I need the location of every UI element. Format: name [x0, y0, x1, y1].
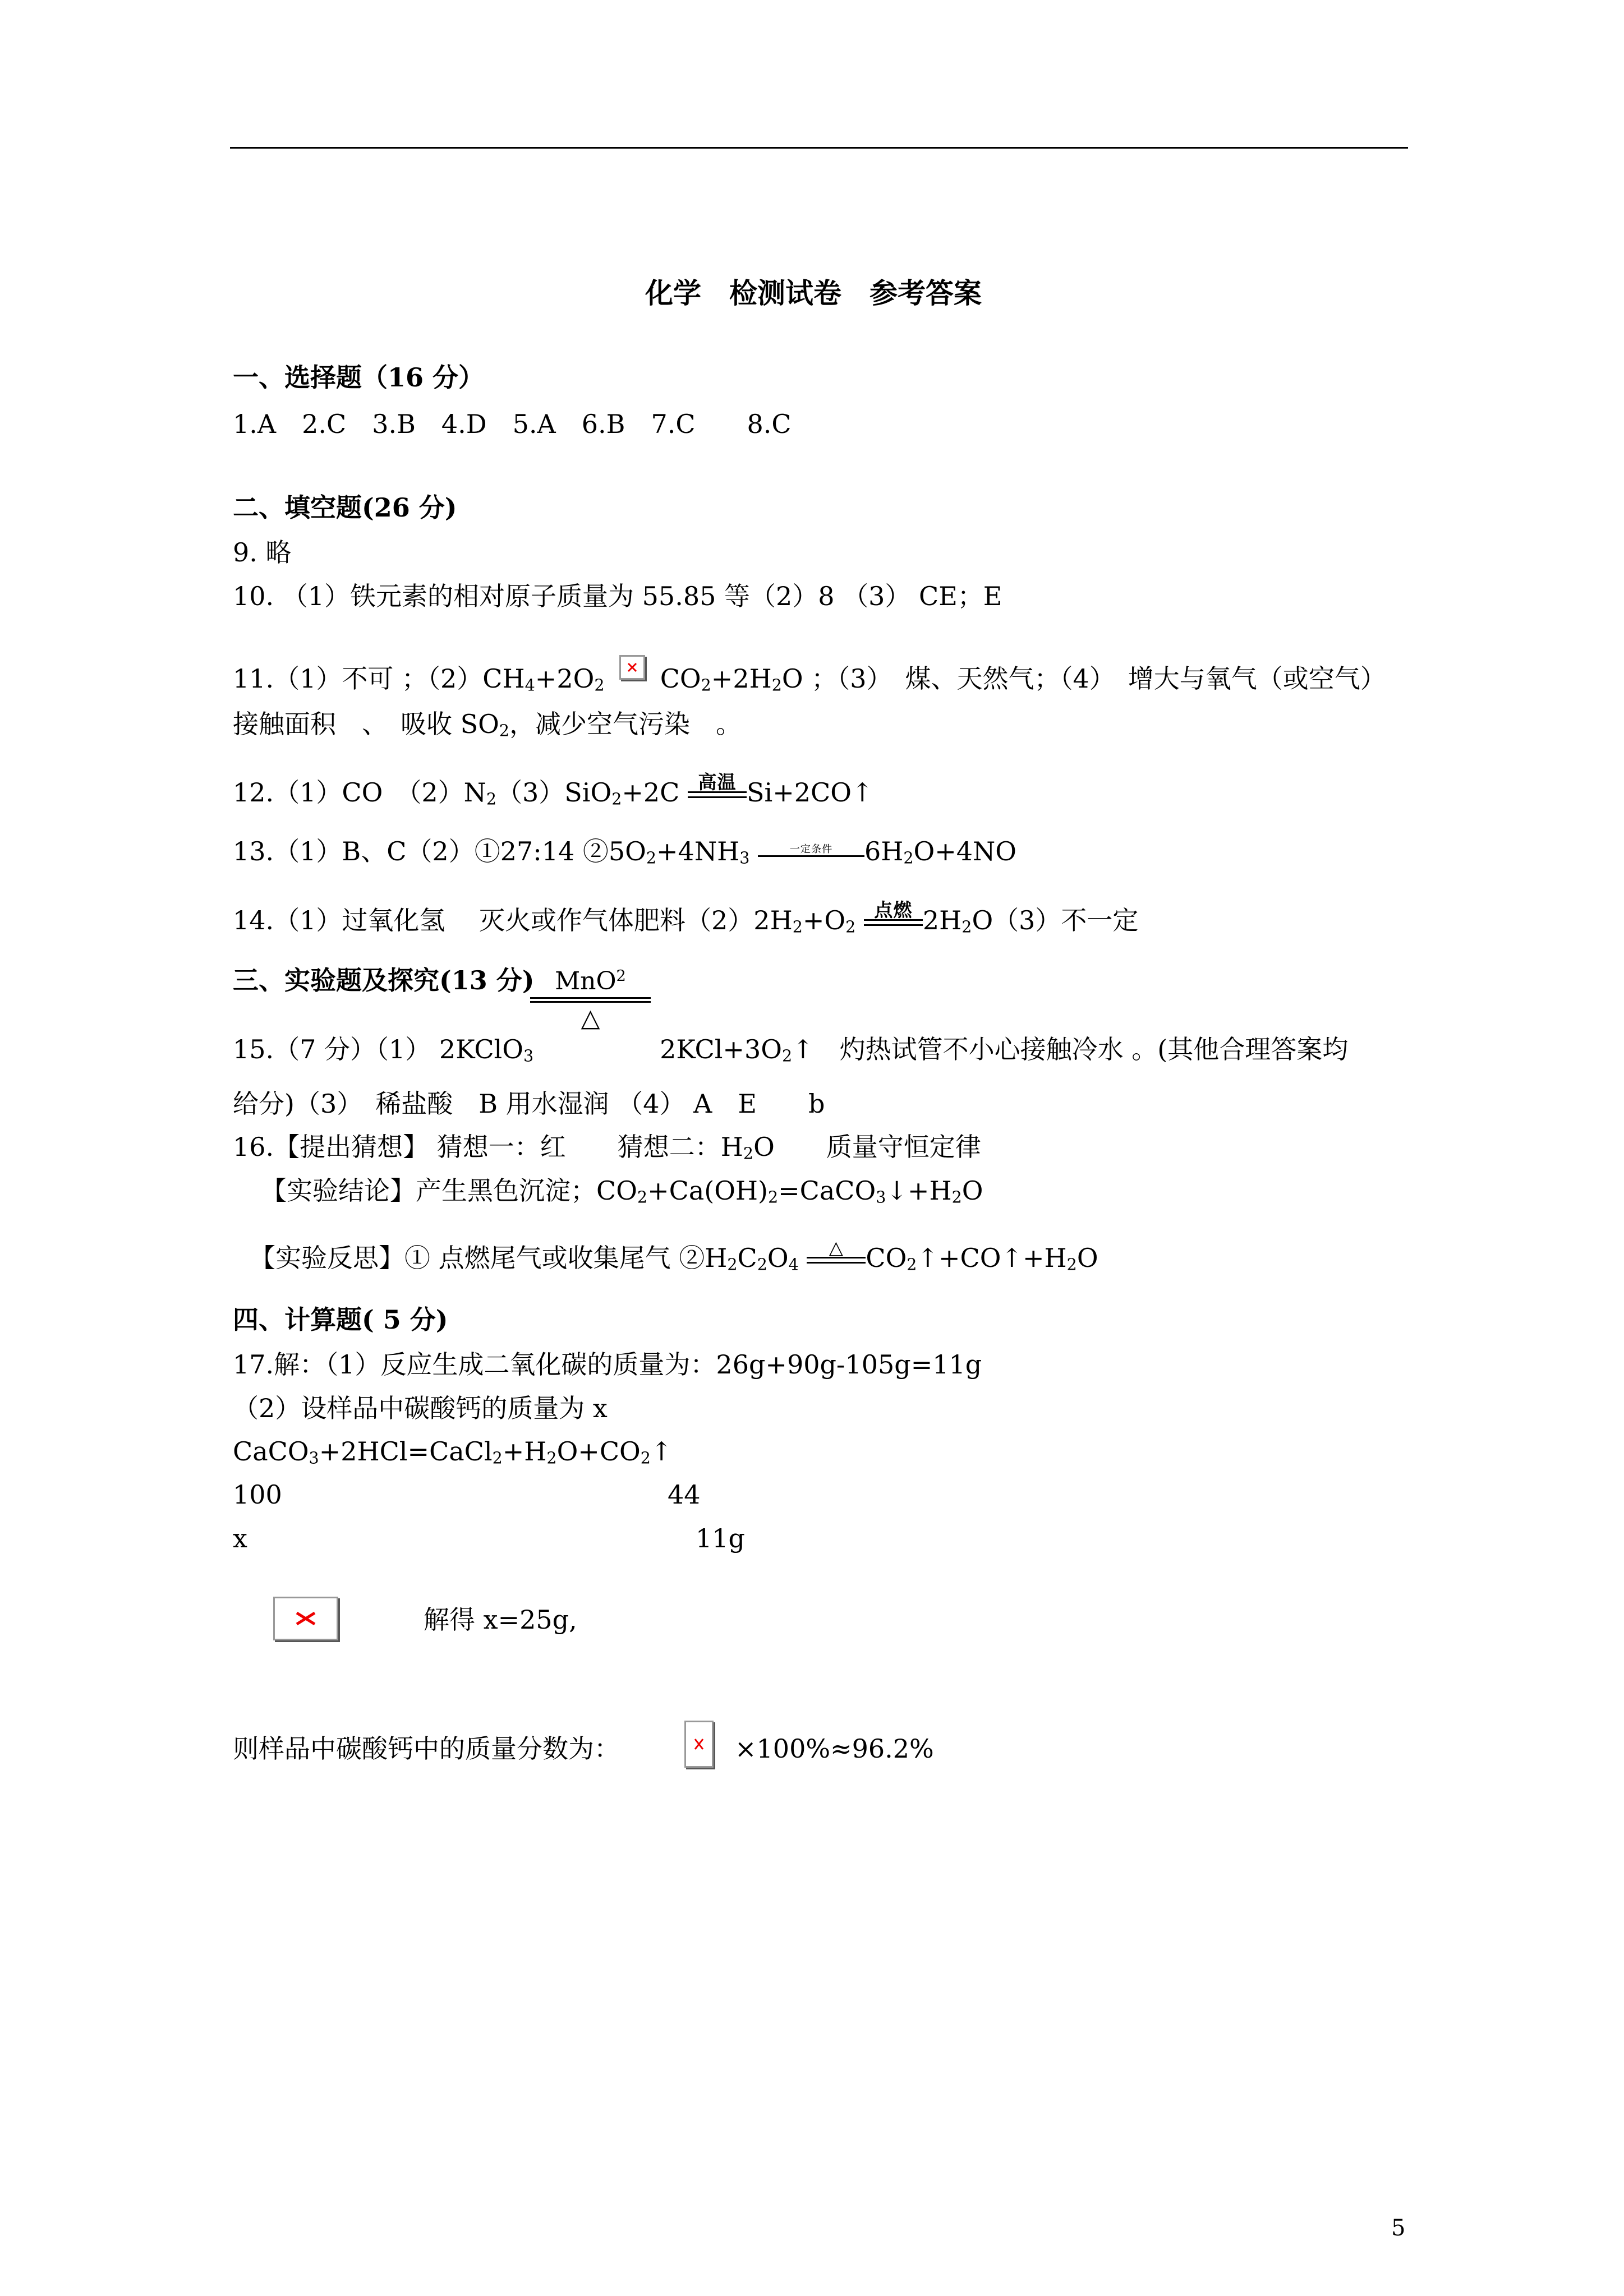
header-rule	[230, 147, 1408, 149]
ratio-row-2-right: 11g	[696, 1523, 745, 1553]
answer-q10: 10. （1）铁元素的相对原子质量为 55.85 等（2）8 （3） CE；E	[233, 581, 1002, 611]
answer-q17-part1: 17.解：（1）反应生成二氧化碳的质量为：26g+90g-105g=11g	[233, 1349, 982, 1380]
page-title: 化学 检测试卷 参考答案	[645, 276, 982, 310]
answer-q9: 9. 略	[233, 537, 292, 568]
answer-q13: 13.（1）B、C（2）①27:14 $②5O_2+4NH_3$ 一定条件 $6H_2O+4NO$	[233, 836, 1017, 868]
reaction-condition: 高温	[688, 791, 747, 801]
missing-image-icon	[273, 1597, 338, 1640]
answer-q16-line3: 【实验反思】① 点燃尾气或收集尾气 $②H_2C_2O_4$ △ $CO_2$ ↑ +CO ↑ $+H_2O$	[250, 1245, 1098, 1271]
answer-q16-line2: 【实验结论】产生黑色沉淀；$CO_2+Ca(OH)_2=CaCO_3$ ↓ $+H_2O$	[261, 1178, 983, 1204]
chemical-equation: $CaCO_3+2HCl=CaCl_2+H_2O+CO_2$ ↑	[233, 1439, 672, 1464]
answer-q15-line1: 15.（7 分）（1） 2KClO$_3$ $2KCl+3O_2$ ↑ 灼热试管不小心接触冷水 。(其他合理答案均	[233, 1036, 1348, 1062]
reaction-condition: △	[807, 1257, 866, 1267]
section-heading-choice: 一、选择题（16 分）	[233, 362, 485, 393]
answer-q11-line1: 11.（1）不可 ；$(2)CH_4+2O_2$ $CO_2+2H_2O$ ；（3） 煤、天然气；（4） 增大与氧气（或空气）	[233, 655, 1386, 691]
reaction-condition: 点燃	[864, 919, 923, 929]
missing-image-icon	[684, 1721, 714, 1768]
answer-q16-line1: 16.【提出猜想】 猜想一：红 猜想二：$H_2O$ 质量守恒定律	[233, 1132, 981, 1163]
answer-q15-line2: 给分)（3） 稀盐酸 B 用水湿润 （4） A E b	[233, 1089, 825, 1119]
ratio-row-2-left: x	[233, 1523, 247, 1553]
reaction-condition-mno2: MnO$^2$ △	[530, 1009, 651, 1031]
section-heading-experiment: 三、实验题及探究(13 分)	[233, 965, 535, 995]
section-heading-calculation: 四、计算题( 5 分)	[233, 1304, 448, 1335]
answer-q11-line2: 接触面积 、 吸收 $SO_2$，减少空气污染 。	[233, 709, 742, 740]
section-heading-fill: 二、填空题(26 分)	[233, 492, 457, 523]
ratio-row-1-left: 100	[233, 1479, 282, 1510]
page-number: 5	[1391, 2215, 1406, 2241]
missing-image-icon	[619, 655, 645, 680]
choice-answers: 1.A 2.C 3.B 4.D 5.A 6.B 7.C 8.C	[233, 409, 792, 439]
answer-q17-part2: （2）设样品中碳酸钙的质量为 x	[233, 1393, 608, 1423]
final-fraction-result: ×100%≈96.2%	[735, 1733, 934, 1764]
answer-q12: 12.（1）CO $(2)N_2(3)SiO_2+2C$ 高温 Si+2CO ↑	[233, 780, 873, 805]
reaction-condition: 一定条件	[758, 855, 864, 860]
solve-result: 解得 x=25g,	[424, 1605, 577, 1635]
ratio-row-1-right: 44	[668, 1479, 701, 1510]
answer-q14: 14.（1）过氧化氢 灭火或作气体肥料$(2)2H_2+O_2$ 点燃 $2H_2O(3)$不一定	[233, 898, 1139, 937]
final-fraction-label: 则样品中碳酸钙中的质量分数为：	[233, 1733, 620, 1764]
